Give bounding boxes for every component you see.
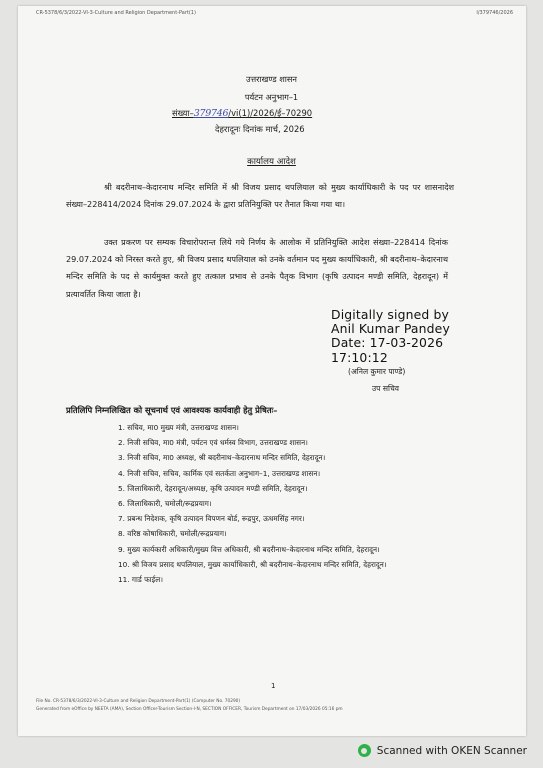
copy-to-list: [118, 420, 468, 587]
order-title-text: कार्यालय आदेश: [247, 157, 296, 167]
handwritten-number: 379746: [193, 108, 229, 119]
reference-prefix: संख्या–: [172, 108, 194, 118]
signature-line-1: Digitally signed by: [331, 307, 449, 322]
signatory-name: (अनिल कुमार पाण्डे): [348, 367, 406, 376]
list-item: 6. जिलाधिकारी, चमोली/रूद्रप्रयाग।: [118, 499, 212, 509]
receipt-number-header: I/379746/2026: [476, 10, 513, 16]
paragraph-2: उक्त प्रकरण पर सम्यक विचारोपरान्त लिये गये निर्णय के आलोक में प्रतिनियुक्ति आदेश संख्या–228414 दिनांक 29.07.2024 को निरस्त करते हुए, श्री विजय प्रसाद थपलियाल को उनके वर्तमान पद मुख्य कार्याधिकारी, श्री बदरीनाथ–केदारनाथ मन्दिर समिति के पद से कार्यमुक्त करते हुए तत्काल प्रभाव से उनके पैतृक विभाग (कृषि उत्पादन मण्डी समिति, देहरादून) में प्रत्यावर्तित किया जाता है।: [66, 237, 448, 299]
signatory-designation: उप सचिव: [372, 384, 400, 393]
digital-signature: [331, 308, 450, 365]
date-line: देहरादूनः दिनांक मार्च, 2026: [215, 124, 305, 134]
list-item: 9. मुख्य कार्यकारी अधिकारी/मुख्य वित्त अधिकारी, श्री बदरीनाथ–केदारनाथ मन्दिर समिति, देहरादून।: [118, 544, 380, 554]
list-item: 5. जिलाधिकारी, देहरादून/अध्यक्ष, कृषि उत्पादन मण्डी समिति, देहरादून।: [118, 483, 308, 493]
signature-line-2: Anil Kumar Pandey: [331, 321, 450, 337]
signature-line-3: Date: 17-03-2026: [331, 335, 444, 351]
list-item: 3. निजी सचिव, मा0 अध्यक्ष, श्री बदरीनाथ–केदारनाथ मन्दिर समिति, देहरादून।: [118, 453, 326, 463]
scanner-logo-icon: [358, 744, 371, 757]
signature-line-4: 17:10:12: [331, 349, 388, 365]
paragraph-1: श्री बदरीनाथ–केदारनाथ मन्दिर समिति में श्री विजय प्रसाद थपलियाल को मुख्य कार्याधिकारी के पद पर शासनादेश संख्या–228414/2024 दिनांक 29.07.2024 के द्वारा प्रतिनियुक्ति पर तैनात किया गया था।: [66, 182, 454, 210]
list-item: 11. गार्ड फाईल।: [118, 575, 163, 585]
order-title: [0, 155, 543, 167]
footer-generated-by: Generated from eOffice by NEETA (AMA), Section Officer-Tourism Section-I-N, SECTION OFFICER, Tourism Department on 17/03/2026 05:16 pm: [36, 707, 343, 712]
copy-to-heading: प्रतिलिपि निम्नलिखित को सूचनार्थ एवं आवश्यक कार्यवाही हेतु प्रेषितः–: [66, 405, 278, 415]
page-number: 1: [271, 682, 276, 690]
government-name: उत्तराखण्ड शासन: [246, 74, 297, 84]
section-name: पर्यटन अनुभाग–1: [244, 92, 299, 102]
scanner-label: Scanned with OKEN Scanner: [376, 744, 527, 757]
list-item: 10. श्री विजय प्रसाद थपलियाल, मुख्य कार्याधिकारी, श्री बदरीनाथ–केदारनाथ मन्दिर समिति, देहरादून।: [118, 559, 387, 569]
reference-number: [172, 108, 312, 119]
list-item: 4. निजी सचिव, सचिव, कार्मिक एवं सतर्कता अनुभाग–1, उत्तराखण्ड शासन।: [118, 468, 321, 478]
file-reference-header: CR-5378/6/3/2022-VI-3-Culture and Religion Department-Part(1): [36, 10, 196, 16]
list-item: 1. सचिव, मा0 मुख्य मंत्री, उत्तराखण्ड शासन।: [118, 423, 239, 432]
list-item: 7. प्रबन्ध निदेशक, कृषि उत्पादन विपणन बोर्ड, रूद्रपुर, ऊधमसिंह नगर।: [118, 514, 305, 524]
list-item: 2. निजी सचिव, मा0 मंत्री, पर्यटन एवं धर्मस्व विभाग, उत्तराखण्ड शासन।: [118, 438, 308, 448]
scanner-watermark: [358, 744, 527, 757]
list-item: 8. वरिष्ठ कोषाधिकारी, चमोली/रूद्रप्रयाग।: [118, 529, 227, 539]
reference-suffix: /vi(1)/2026/ई–70290: [228, 108, 313, 118]
footer-file-number: File No. CR-5378/6/3/2022-VI-3-Culture and Religion Department-Part(1) (Computer No. 70290): [36, 699, 241, 704]
